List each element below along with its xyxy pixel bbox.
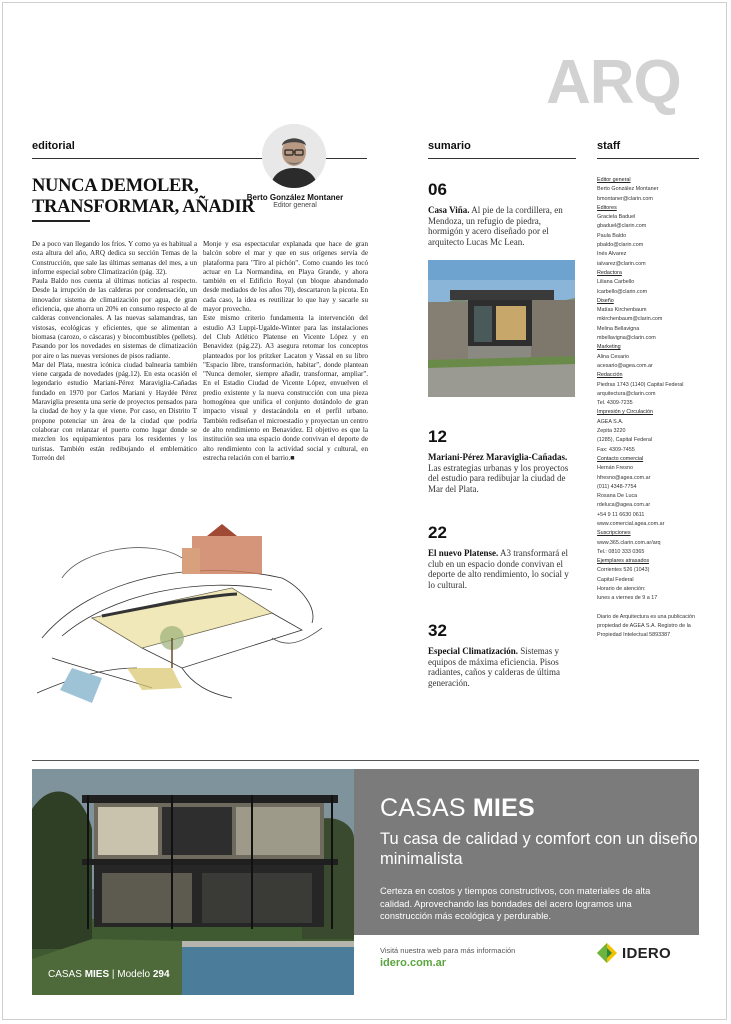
ad-url-link[interactable]: idero.com.ar [380, 957, 447, 969]
sumario-desc: Sistemas y equipos de máxima eficiencia. Pisos radiantes, caños y calderas de última generación. [428, 646, 560, 688]
paragraph: Paula Baldo nos cuenta al últimas noticias al respecto. Desde la irrupción de las calderas por condensación, un innovador sistema de climatización por agua, de gran eficiencia, que ahorra un 20% en consumo respecto al de calderas convencionales. A las nuevas salamandras, tan vistosas, ecológicas y eficientes, que se alimentan a biomasa (carozo, o cáscaras) y biocombustibles (pellets). Pasando por los novedades en sistemas de climatización por aire o las nuevas versiones de pisos radiante. [32, 277, 197, 360]
sumario-item[interactable] [428, 524, 576, 590]
author-portrait [262, 124, 326, 188]
staff-entry: Piedras 1743 (1140) Capital Federal [597, 381, 684, 388]
author-name: Berto González Montaner [246, 193, 344, 202]
staff-entry: Berto González Montaner [597, 186, 659, 193]
staff-role: Contacto comercial [597, 455, 644, 462]
author-role: Editor general [273, 202, 317, 209]
staff-list [597, 176, 709, 641]
staff-role: Suscripciones [597, 530, 631, 537]
paragraph: De a poco van llegando los fríos. Y como ya es habitual a esta altura del año, ARQ dedica su sección Temas de la Construcción, que sale las últimas semanas del mes, a un informe especial sobre Climatización (pág. 32). [32, 240, 197, 276]
ad-caption [48, 969, 170, 980]
sumario-title: Especial Climatización. [428, 646, 518, 656]
staff-entry: arquitectura@clarin.com [597, 390, 656, 397]
sumario-text [428, 205, 576, 247]
architectural-sketch [32, 518, 332, 713]
staff-entry: Capital Federal [597, 576, 634, 583]
staff-role: Diseño [597, 297, 614, 304]
staff-entry: Matías Kirchenbaum [597, 307, 647, 314]
editorial-column-1 [32, 240, 197, 463]
staff-entry: hfresno@agea.com.ar [597, 474, 651, 481]
casas-mies-ad[interactable] [32, 769, 699, 995]
ad-title [380, 796, 535, 821]
staff-entry: www.365.clarin.com.ar/arq [597, 539, 661, 546]
staff-entry: mkirchenbaum@clarin.com [597, 316, 663, 323]
editorial-column-2 [203, 240, 368, 463]
staff-entry: (1285), Capital Federal [597, 437, 653, 444]
staff-role: Editores [597, 204, 617, 211]
staff-entry: mbellavigna@clarin.com [597, 335, 656, 342]
staff-entry: lunes a viernes de 9 a 17 [597, 595, 658, 602]
ad-description: Certeza en costos y tiempos constructivos, con materiales de alta calidad. Aprovechando las bondades del acero logramos una construcción más ecológica y perdurable. [380, 886, 651, 921]
page-number: 06 [428, 180, 447, 199]
staff-entry: Paula Baldo [597, 232, 627, 239]
staff-entry: Horario de atención: [597, 586, 646, 593]
staff-publication-note: Diario de Arquitectura es una publicación propiedad de AGEA S.A. Registro de la Propiedad Intelectual 5893387 [597, 613, 695, 639]
staff-role: Redactora [597, 269, 622, 276]
staff-role: Ejemplares atrasados [597, 558, 650, 565]
ad-title-bold: MIES [472, 794, 535, 822]
staff-role: Impresión y Circulación [597, 409, 654, 416]
headline-underline [32, 220, 90, 222]
staff-entry: Tel.: 0810 333 0365 [597, 548, 645, 555]
staff-entry: Fax: 4309-7455 [597, 446, 635, 453]
sumario-title: El nuevo Platense. [428, 548, 499, 558]
staff-entry: Graciela Baduel [597, 214, 636, 221]
sumario-text [428, 548, 576, 590]
caption-model-number: 294 [152, 969, 170, 980]
sumario-desc: Las estrategias urbanas y los proyectos del estudio para redibujar la ciudad de Mar del Plata. [428, 462, 569, 494]
staff-entry: Tel. 4309-7235 [597, 400, 633, 407]
caption-brand: CASAS [48, 969, 85, 980]
caption-brand-bold: MIES [84, 969, 110, 980]
casa-vina-photo [428, 260, 575, 397]
idero-logo-text: IDERO [622, 944, 672, 962]
paragraph: Mar del Plata, nuestra icónica ciudad balnearia también viene cargada de novedades (pág.12). En esta ocasión el legendario estudio Mariani-Pérez Maraviglia-Cañadas fundado en 1970 por Carlos Mariani y Haydée Pérez Maraviglia presenta una serie de proyectos pensados para la ciudad de hoy y la que viene. Por caso, en Distrito T propone potenciar un área de la ciudad que podría colaborar con relanzar el puerto como lugar donde se mezclen los equipamientos para los residentes y los turistas. También están redibujando el emblemático Torreón del [32, 360, 197, 462]
staff-role: Redacción [597, 372, 623, 379]
staff-entry: pbaldo@clarin.com [597, 242, 644, 249]
staff-entry: www.comercial.agea.com.ar [597, 520, 665, 527]
staff-entry: Hernán Fresno [597, 465, 633, 472]
staff-entry: rdeluca@agea.com.ar [597, 502, 651, 509]
sumario-desc: Al pie de la cordillera, en Mendoza, un refugio de piedra, hormigón y acero diseñado por el arquitecto Lucas Mc Lean. [428, 205, 563, 247]
staff-role: Editor general [597, 177, 631, 183]
sumario-label: sumario [428, 140, 471, 152]
page-number: 12 [428, 427, 447, 446]
sumario-text [428, 646, 576, 688]
sumario-item[interactable] [428, 181, 576, 247]
staff-entry: Rosana De Luca [597, 493, 638, 500]
ad-separator [32, 760, 699, 761]
staff-role: Marketing [597, 344, 621, 351]
staff-entry: (011) 4348-7754 [597, 483, 637, 490]
staff-entry: Corrientes 526 (1043) [597, 567, 650, 574]
sumario-item[interactable] [428, 622, 576, 688]
staff-entry: gbaduel@clarin.com [597, 223, 647, 230]
arq-logo: ARQ [546, 48, 681, 117]
sumario-rule [428, 158, 576, 159]
ad-text-panel [354, 769, 699, 935]
editorial-label: editorial [32, 140, 75, 152]
staff-entry: +54 9 11 6630 0611 [597, 511, 645, 518]
ad-title-light: CASAS [380, 794, 473, 822]
sumario-item[interactable] [428, 428, 576, 494]
paragraph: Monje y esa espectacular explanada que hace de gran balcón sobre el mar y que en sus orígenes servía de plataforma para "Tiro al pichón". Como cuando les tocó actuar en La Normandina, en Playa Grande, y ahora también en el Edificio Royal (un bloque abandonado desde mediados de los años 70), descartaron la picota. En cada caso, la idea es reutilizar lo que hay y sacarle su mayor provecho. [203, 240, 368, 314]
editorial-headline: NUNCA DEMOLER, TRANSFORMAR, AÑADIR [32, 176, 255, 217]
page-number: 22 [428, 523, 447, 542]
page-number: 32 [428, 621, 447, 640]
staff-entry: Liliana Carbello [597, 279, 635, 286]
staff-entry: Zepita 3220 [597, 428, 626, 435]
sumario-text [428, 452, 576, 494]
staff-rule [597, 158, 699, 159]
staff-entry: ialvarez@clarin.com [597, 260, 646, 267]
idero-logo-icon [596, 942, 618, 964]
sumario-title: Casa Viña. [428, 205, 470, 215]
staff-entry: Melina Bellavigna [597, 325, 640, 332]
caption-model-label: | Modelo [109, 969, 153, 980]
staff-entry: AGEA S.A. [597, 418, 624, 425]
house-photo [32, 769, 354, 995]
staff-entry: Alina Cesario [597, 353, 630, 360]
ad-tagline: Tu casa de calidad y comfort con un diseño minimalista [380, 830, 698, 868]
staff-label: staff [597, 140, 621, 152]
staff-entry: Inés Alvarez [597, 251, 627, 258]
idero-logo [596, 942, 671, 964]
staff-entry: acesario@agea.com.ar [597, 362, 653, 369]
staff-entry: lcarbello@clarin.com [597, 288, 648, 295]
ad-visit-text: Visitá nuestra web para más información [380, 946, 516, 955]
paragraph: Este mismo criterio fundamenta la intervención del estudio A3 Luppi-Ugalde-Winter para las instalaciones del Club Atlético Platense en Vicente López y en Benavidez (pág.22). A3 asegura retomar los conceptos planteados por los pritzker Lacaton y Vassal en su libro "Espacio libre, transformación, habitar", donde plantean "Nunca demoler, siempre añadir, transformar, ampliar". En el Estadio Ciudad de Vicente López, envuelven el predio existente y la nueva construcción con una pieza homogénea que unifica el conjunto dotándolo de gran impacto visual y destacándola en el perfil urbano. También rediseñan el microestadio y proyectan un centro de alto rendimiento en Benavidez. El objetivo es que la institución sea una espacio donde convivan el deporte de alto rendimiento con la actividad social y cultural, en estrecha relación con el barrio.■ [203, 314, 368, 462]
staff-entry: bmontaner@clarin.com [597, 195, 653, 202]
sumario-title: Mariani-Pérez Maraviglia-Cañadas. [428, 452, 568, 462]
sumario-desc: A3 transformará el club en un espacio donde convivan el deporte de alto rendimiento, lo social y lo cultural. [428, 548, 569, 590]
